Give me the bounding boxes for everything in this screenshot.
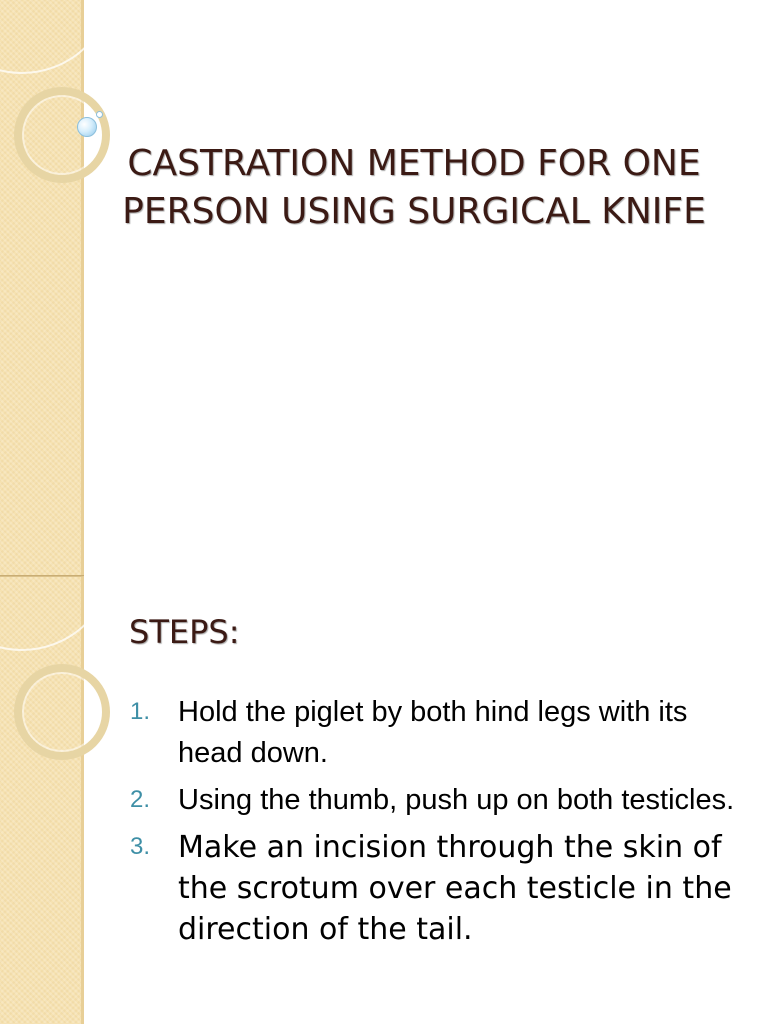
step-number: 1. bbox=[130, 698, 151, 725]
slide-title-text: CASTRATION METHOD FOR ONE PERSON USING SURGICAL KNIFE bbox=[122, 143, 706, 232]
step-number: 2. bbox=[130, 786, 151, 813]
list-item bbox=[130, 780, 750, 821]
decorative-arc-icon bbox=[0, 576, 114, 651]
list-item bbox=[130, 692, 750, 774]
slide-steps bbox=[0, 576, 768, 1024]
list-item bbox=[130, 827, 750, 950]
step-text: Using the thumb, push up on both testicles. bbox=[178, 784, 735, 816]
decorative-ring-icon bbox=[14, 664, 110, 760]
side-band bbox=[0, 576, 84, 1024]
steps-heading: STEPS: bbox=[129, 613, 240, 651]
step-number: 3. bbox=[130, 833, 151, 860]
side-band bbox=[0, 0, 84, 576]
decorative-arc-icon bbox=[0, 0, 114, 74]
step-text: Hold the piglet by both hind legs with its head down. bbox=[178, 696, 688, 769]
small-bubble-icon bbox=[96, 111, 103, 118]
bubble-icon bbox=[77, 117, 97, 137]
steps-list bbox=[130, 692, 750, 956]
step-text: Make an incision through the skin of the scrotum over each testicle in the direction of the tail. bbox=[178, 830, 732, 947]
